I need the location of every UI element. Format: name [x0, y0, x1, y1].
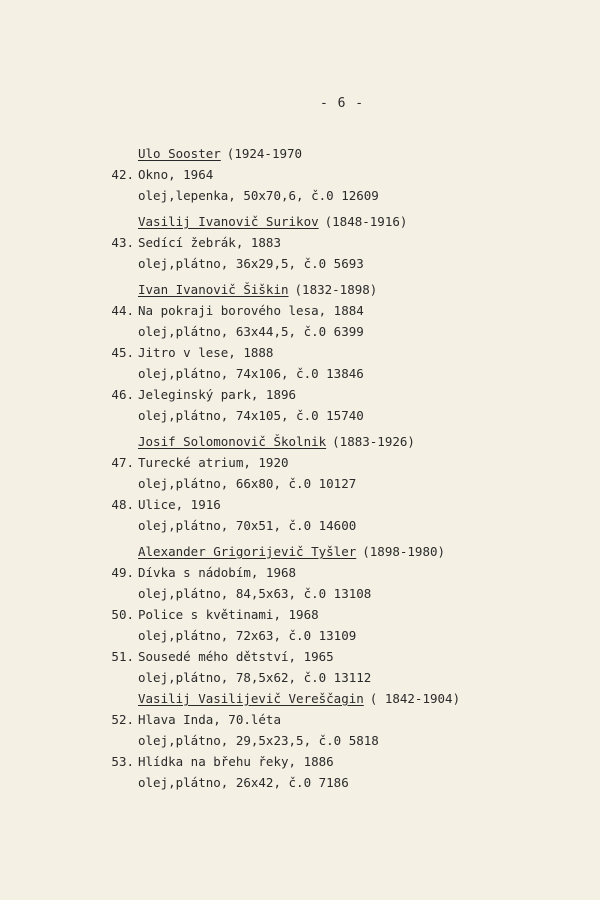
artwork-title: Hlídka na břehu řeky, 1886: [138, 754, 334, 769]
artwork-number: 45.: [111, 345, 134, 360]
artist-dates: (1924-1970: [226, 146, 303, 161]
artist-heading: [100, 688, 580, 709]
artwork-number: 53.: [111, 754, 134, 769]
artist-name: Alexander Grigorijevič Tyšler: [138, 544, 357, 559]
artist-entry: [100, 279, 580, 426]
artwork-title: Jeleginský park, 1896: [138, 387, 297, 402]
artwork-entry: [100, 164, 580, 206]
artwork-title: Ulice, 1916: [138, 497, 221, 512]
artist-dates: (1883-1926): [332, 434, 415, 449]
page-number: - 6 -: [320, 96, 365, 111]
artist-entry: [100, 143, 580, 206]
artwork-number: 52.: [111, 712, 134, 727]
artist-list: [100, 143, 580, 793]
artwork-details: olej,plátno, 70x51, č.0 14600: [138, 518, 357, 533]
artwork-details: olej,plátno, 36x29,5, č.0 5693: [138, 256, 364, 271]
artwork-title: Hlava Inda, 70.léta: [138, 712, 281, 727]
artist-name: Vasilij Ivanovič Surikov: [138, 214, 319, 229]
artwork-number: 43.: [111, 235, 134, 250]
artwork-number: 51.: [111, 649, 134, 664]
artist-entry: [100, 431, 580, 536]
artwork-title: Jitro v lese, 1888: [138, 345, 274, 360]
artist-entry: [100, 541, 580, 688]
artwork-title: Police s květinami, 1968: [138, 607, 319, 622]
artwork-details: olej,plátno, 84,5x63, č.0 13108: [138, 586, 372, 601]
artist-name: Vasilij Vasilijevič Vereščagin: [138, 691, 364, 706]
artist-dates: ( 1842-1904): [369, 691, 461, 706]
artwork-details: olej,plátno, 29,5x23,5, č.0 5818: [138, 733, 379, 748]
artist-heading: [100, 211, 580, 232]
artwork-entry: [100, 342, 580, 384]
artwork-entry: [100, 232, 580, 274]
artist-name: Ivan Ivanovič Šiškin: [138, 282, 289, 297]
artwork-title: Sedící žebrák, 1883: [138, 235, 281, 250]
artwork-number: 44.: [111, 303, 134, 318]
artwork-title: Okno, 1964: [138, 167, 214, 182]
artwork-details: olej,plátno, 63x44,5, č.0 6399: [138, 324, 364, 339]
artwork-number: 42.: [111, 167, 134, 182]
artist-dates: (1848-1916): [324, 214, 408, 229]
artwork-details: olej,plátno, 78,5x62, č.0 13112: [138, 670, 372, 685]
artist-heading: [100, 279, 580, 300]
artwork-details: olej,lepenka, 50x70,6, č.0 12609: [138, 188, 379, 203]
artwork-entry: [100, 494, 580, 536]
artwork-details: olej,plátno, 26x42, č.0 7186: [138, 775, 349, 790]
artist-dates: (1898-1980): [362, 544, 446, 559]
artist-heading: [100, 143, 580, 164]
artwork-number: 48.: [111, 497, 134, 512]
artist-heading: [100, 431, 580, 452]
artwork-entry: [100, 646, 580, 688]
artist-heading: [100, 541, 580, 562]
artwork-number: 46.: [111, 387, 134, 402]
artwork-entry: [100, 300, 580, 342]
artwork-entry: [100, 452, 580, 494]
artwork-entry: [100, 562, 580, 604]
artwork-details: olej,plátno, 74x106, č.0 13846: [138, 366, 364, 381]
artwork-number: 47.: [111, 455, 134, 470]
artist-entry: [100, 688, 580, 793]
artwork-entry: [100, 384, 580, 426]
artist-entry: [100, 211, 580, 274]
artwork-number: 50.: [111, 607, 134, 622]
artwork-details: olej,plátno, 74x105, č.0 15740: [138, 408, 364, 423]
artwork-details: olej,plátno, 72x63, č.0 13109: [138, 628, 357, 643]
artwork-entry: [100, 751, 580, 793]
artwork-title: Sousedé mého dětství, 1965: [138, 649, 334, 664]
artwork-title: Na pokraji borového lesa, 1884: [138, 303, 364, 318]
artist-name: Ulo Sooster: [138, 146, 221, 161]
artwork-entry: [100, 709, 580, 751]
artist-dates: (1832-1898): [294, 282, 378, 297]
artwork-number: 49.: [111, 565, 134, 580]
artwork-entry: [100, 604, 580, 646]
artwork-details: olej,plátno, 66x80, č.0 10127: [138, 476, 357, 491]
artist-name: Josif Solomonovič Školnik: [138, 434, 327, 449]
artwork-title: Dívka s nádobím, 1968: [138, 565, 297, 580]
artwork-title: Turecké atrium, 1920: [138, 455, 289, 470]
